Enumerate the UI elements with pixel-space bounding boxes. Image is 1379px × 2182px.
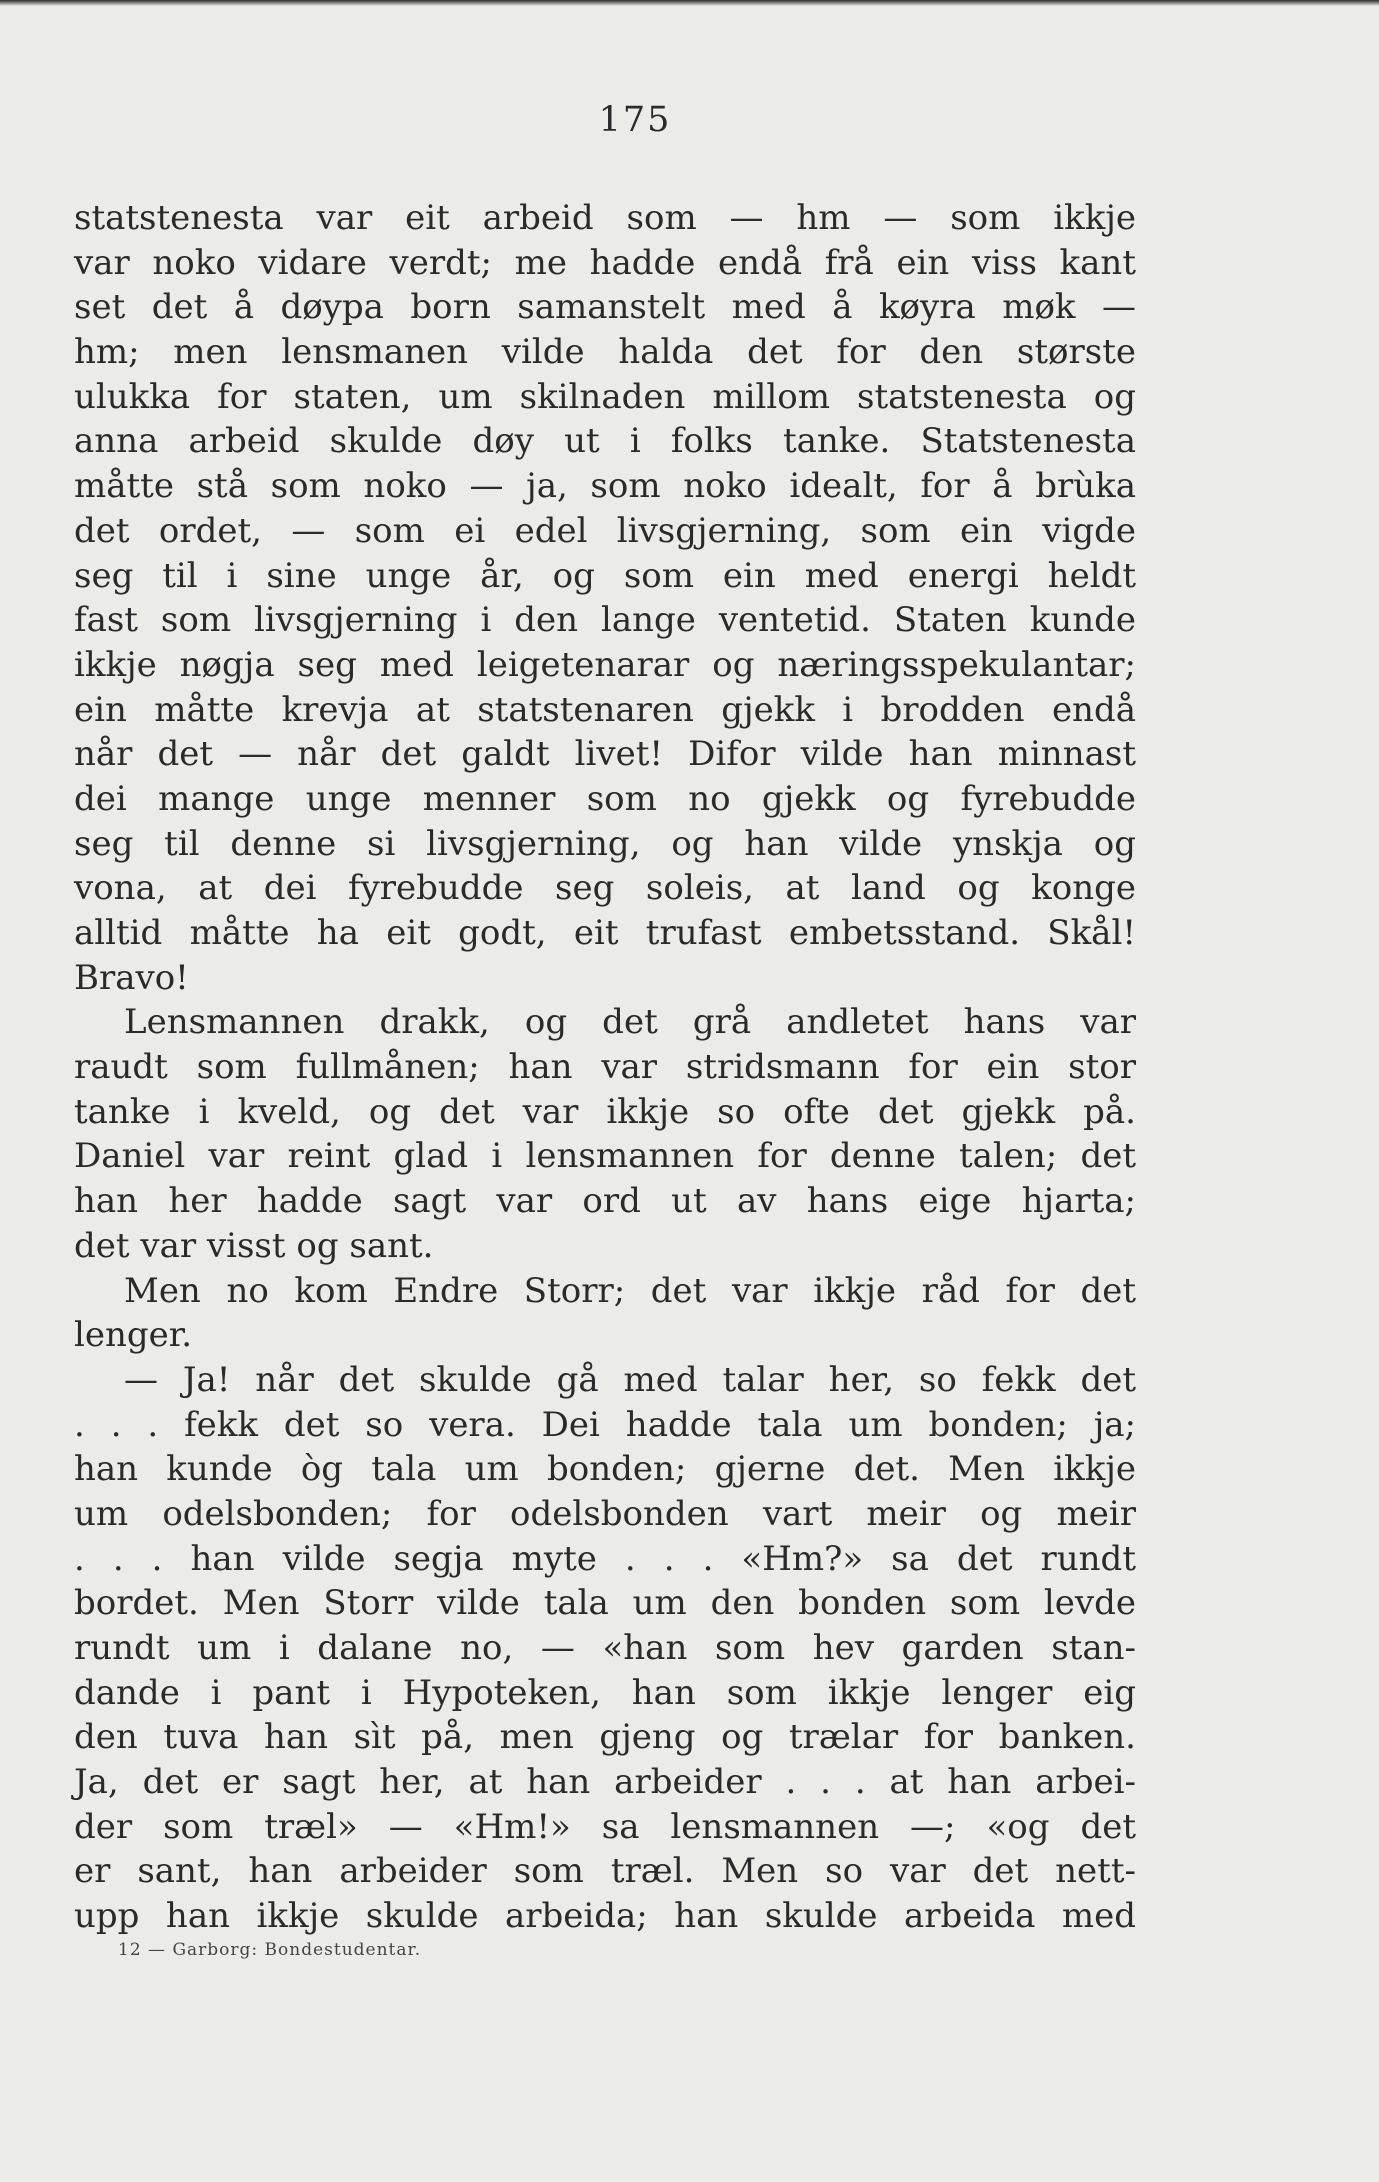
text-line: upp han ikkje skulde arbeida; han skulde arbeida med [74, 1896, 1136, 1937]
text-line: . . . han vilde segja myte . . . «Hm?» sa det rundt [74, 1538, 1136, 1579]
text-line: Lensmannen drakk, og det grå andletet hans var [124, 1002, 1136, 1043]
text-line: alltid måtte ha eit godt, eit trufast embetsstand. Skål! [74, 913, 1136, 953]
text-line: det ordet, — som ei edel livsgjerning, som ein vigde [74, 510, 1136, 551]
text-line: den tuva han sìt på, men gjeng og trælar for banken. [74, 1717, 1136, 1758]
text-line: han her hadde sagt var ord ut av hans eige hjarta; [74, 1181, 1136, 1222]
text-line: rundt um i dalane no, — «han som hev garden stan- [74, 1628, 1136, 1668]
text-line: lenger. [74, 1315, 193, 1356]
page-footer-signature: 12 — Garborg: Bondestudentar. [118, 1940, 422, 1960]
text-line: Daniel var reint glad i lensmannen for denne talen; det [74, 1136, 1136, 1177]
text-line: ikkje nøgja seg med leigetenarar og næringsspekulantar; [74, 644, 1136, 685]
text-line: der som træl» — «Hm!» sa lensmannen —; «og det [74, 1806, 1136, 1847]
text-line: seg til i sine unge år, og som ein med energi heldt [74, 555, 1136, 596]
text-line: han kunde òg tala um bonden; gjerne det. Men ikkje [74, 1449, 1136, 1490]
text-line: tanke i kveld, og det var ikkje so ofte det gjekk på. [74, 1091, 1136, 1132]
text-line: — Ja! når det skulde gå med talar her, so fekk det [124, 1359, 1136, 1400]
text-line: um odelsbonden; for odelsbonden vart meir og meir [74, 1493, 1136, 1534]
text-line: Men no kom Endre Storr; det var ikkje råd for det [124, 1270, 1136, 1311]
text-line: raudt som fullmånen; han var stridsmann for ein stor [74, 1047, 1136, 1088]
text-line: set det å døypa born samanstelt med å køyra møk — [74, 287, 1136, 328]
page-number: 175 [598, 100, 672, 140]
text-line: seg til denne si livsgjerning, og han vilde ynskja og [74, 823, 1136, 864]
text-line: når det — når det galdt livet! Difor vilde han minnast [74, 734, 1136, 775]
text-line: dei mange unge menner som no gjekk og fyrebudde [74, 778, 1136, 819]
text-line: hm; men lensmanen vilde halda det for den største [74, 332, 1136, 373]
text-line: måtte stå som noko — ja, som noko idealt, for å brùka [74, 466, 1136, 507]
text-line: var noko vidare verdt; me hadde endå frå ein viss kant [74, 242, 1136, 283]
text-line: anna arbeid skulde døy ut i folks tanke. Statstenesta [74, 421, 1136, 462]
text-line: . . . fekk det so vera. Dei hadde tala um bonden; ja; [74, 1404, 1136, 1445]
text-line: dande i pant i Hypoteken, han som ikkje lenger eig [74, 1672, 1136, 1713]
body-text [74, 196, 1136, 1939]
text-line: Ja, det er sagt her, at han arbeider . . . at han arbei- [74, 1762, 1136, 1803]
text-line: statstenesta var eit arbeid som — hm — som ikkje [74, 198, 1136, 238]
text-line: er sant, han arbeider som træl. Men so var det nett- [74, 1851, 1136, 1892]
text-line: Bravo! [74, 957, 189, 998]
text-line: ulukka for staten, um skilnaden millom statstenesta og [74, 376, 1136, 417]
text-line: fast som livsgjerning i den lange ventetid. Staten kunde [74, 600, 1136, 641]
text-line: ein måtte krevja at statstenaren gjekk i brodden endå [74, 689, 1136, 730]
text-line: bordet. Men Storr vilde tala um den bonden som levde [74, 1583, 1136, 1624]
text-line: vona, at dei fyrebudde seg soleis, at land og konge [74, 868, 1136, 909]
page-top-edge [0, 0, 1379, 6]
text-line: det var visst og sant. [74, 1225, 434, 1266]
